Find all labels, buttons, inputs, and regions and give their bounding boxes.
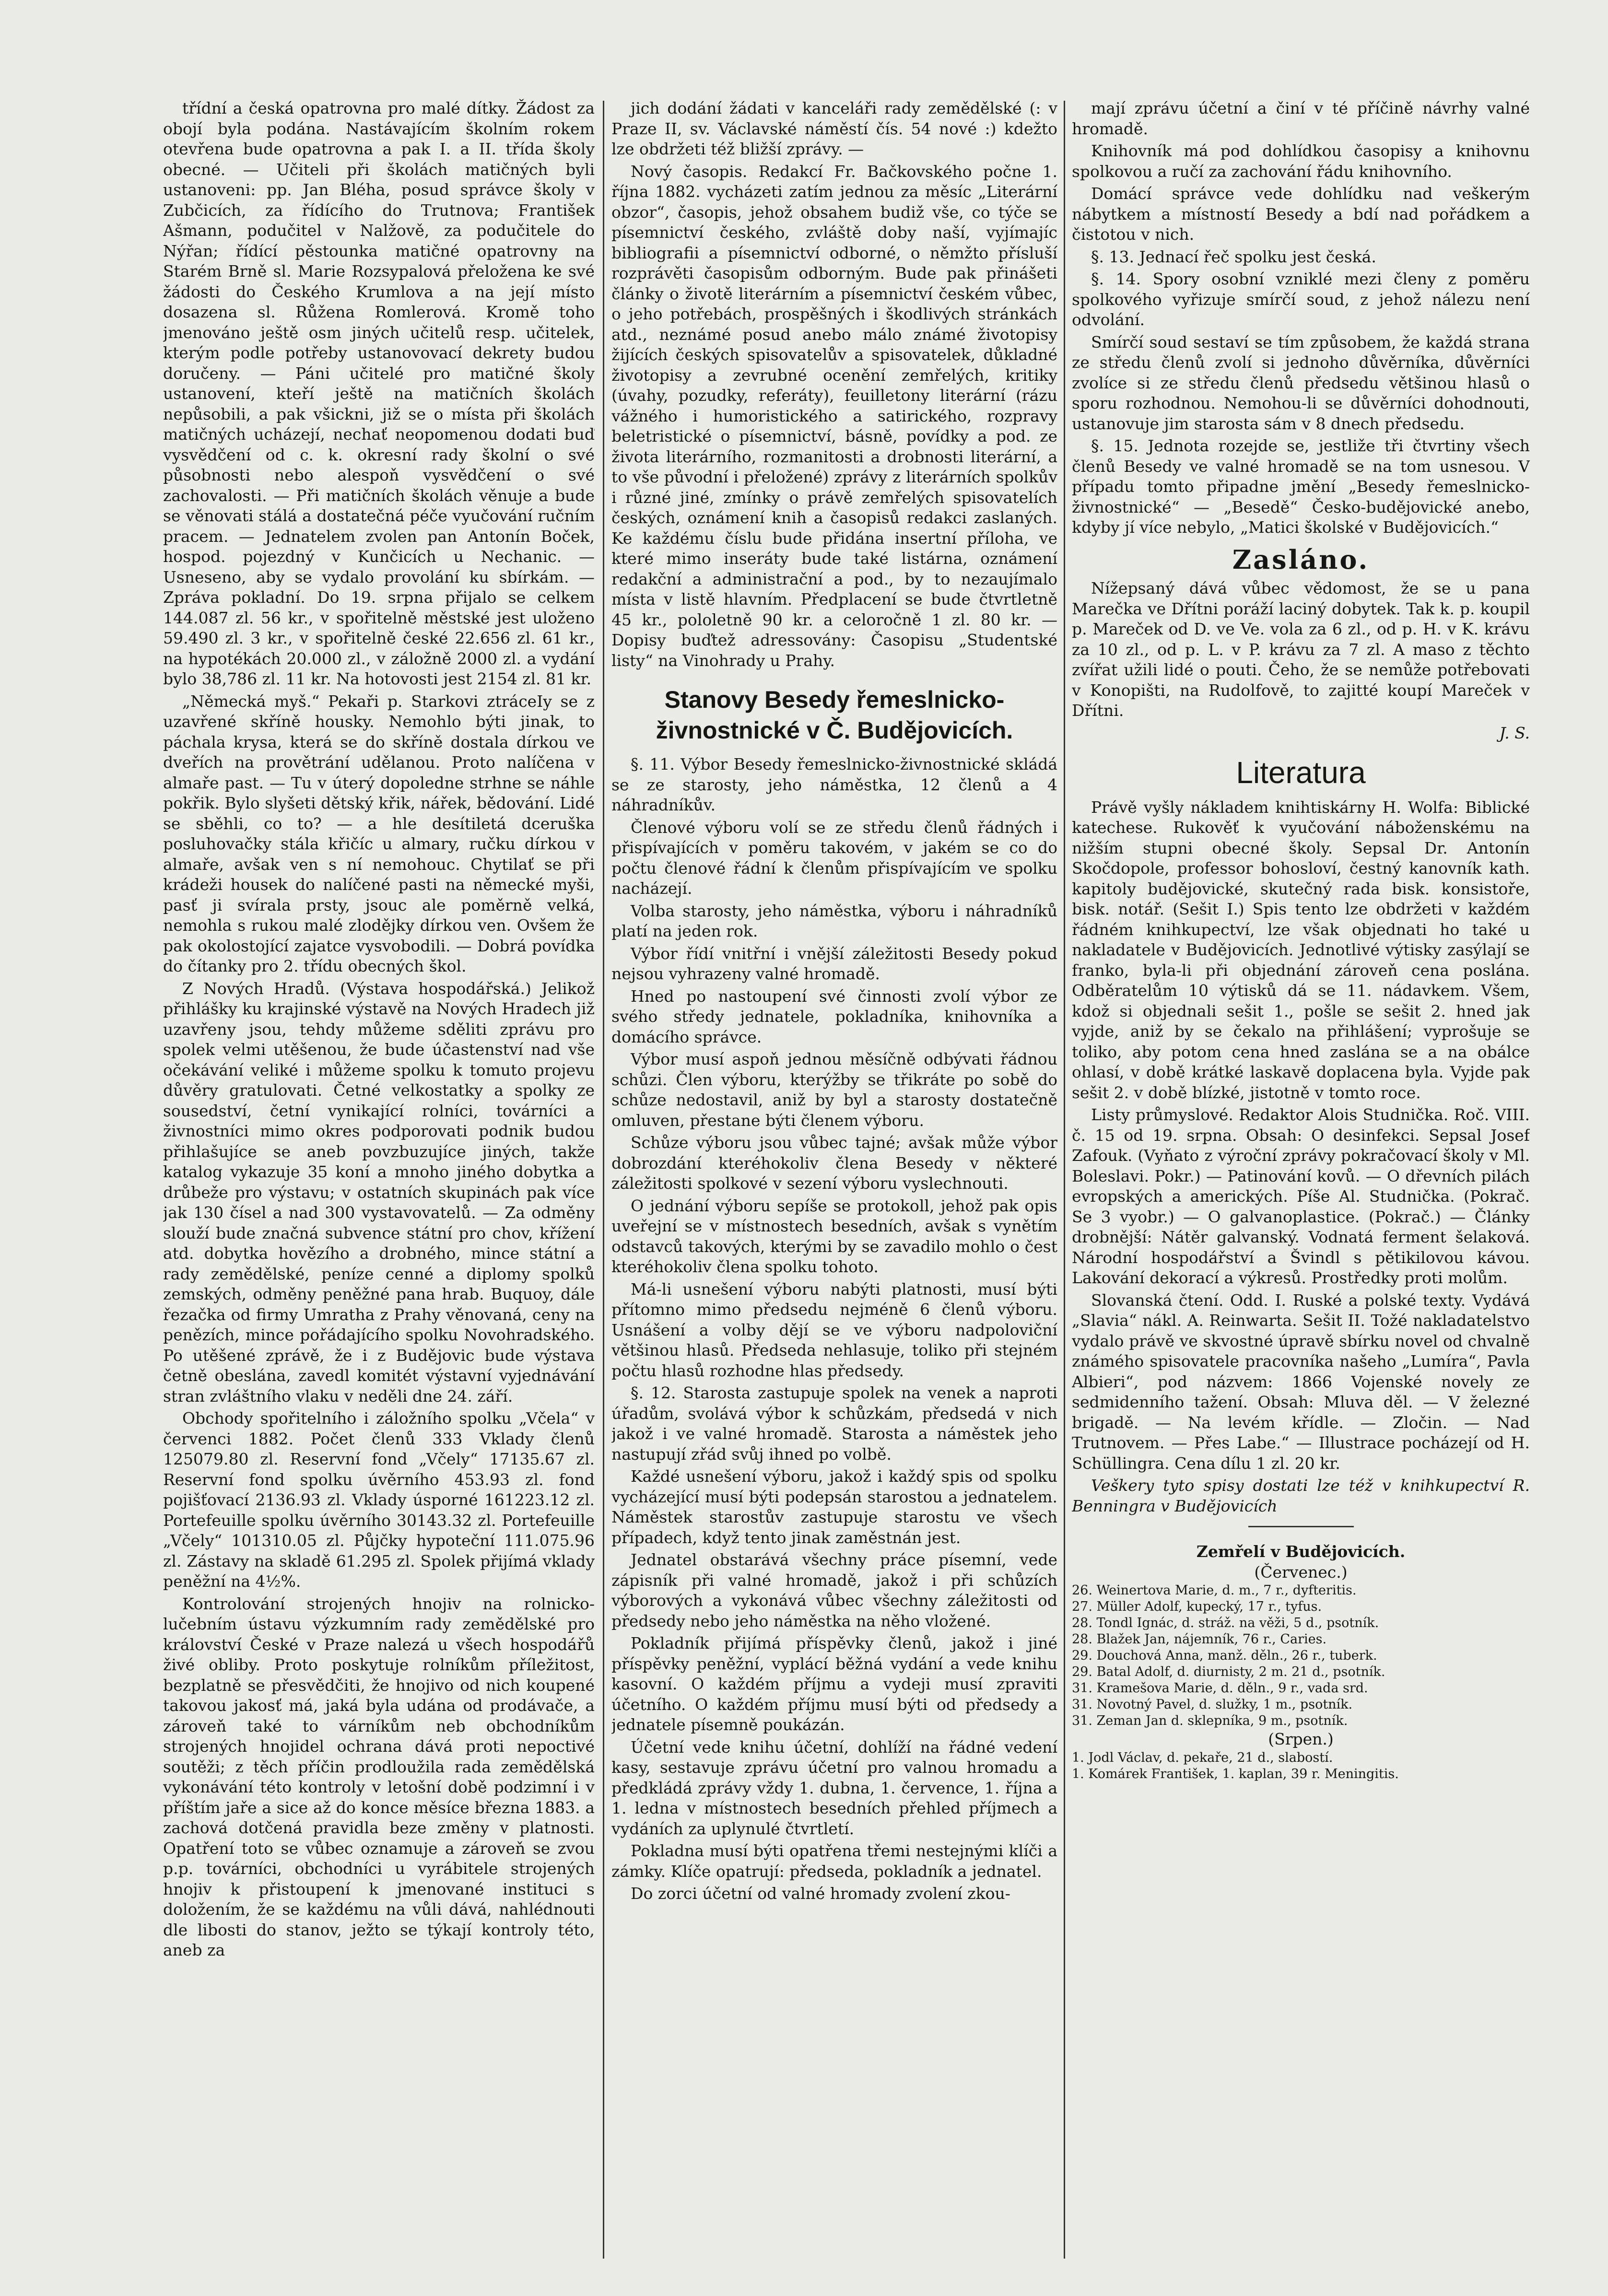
death-entry: 31. Novotný Pavel, d. služky, 1 m., psotník.	[1072, 1697, 1353, 1712]
death-entry: 1. Jodl Václav, d. pekaře, 21 d., slabostí.	[1072, 1750, 1333, 1765]
col3-paragraph-6: §. 15. Jednota rozejde se, jestliže tři čtvrtiny všech členů Besedy ve valné hromadě se na tom usnesou. V případu tomto připadne jmění „Besedy řemeslnicko-živnostnické“ — „Besedě“ Česko-budějovické anebo, kdyby jí více nebylo, „Matici školské v Budějovicích.“	[1072, 436, 1530, 537]
deaths-month: (Červenec.)	[1254, 1562, 1348, 1581]
death-entry: 29. Douchová Anna, manž. děln., 26 r., tuberk.	[1072, 1648, 1377, 1663]
col2-paragraph-11: Má-li usnešení výboru nabýti platnosti, musí býti přítomno mimo předsedu nejméně 6 členů výboru. Usnášení a volby dějí se ve výboru nadpoloviční většinou hlasů. Předseda nehlasuje, toliko při stejném počtu hlasů rozhodne hlas předsedy.	[611, 1279, 1057, 1380]
col3-paragraph-1: Knihovník má pod dohlídkou časopisy a knihovnu spolkovou a ručí za zachování řádu knihovního.	[1072, 141, 1530, 181]
death-entry: 26. Weinertova Marie, d. m., 7 r., dyfteritis.	[1072, 1583, 1357, 1598]
col3-paragraph-4: §. 14. Spory osobní vzniklé mezi členy z poměru spolkového vyřizuje smírčí soud, z jehož nálezu není odvolání.	[1072, 269, 1530, 329]
stanovy-title: Stanovy Besedy řemeslnicko-živnostnické v Č. Budějovicích.	[656, 686, 1013, 744]
col2-paragraph-17: Pokladna musí býti opatřena třemi nestejnými klíči a zámky. Klíče opatrují: předseda, pokladník a jednatel.	[611, 1841, 1057, 1881]
column-3	[1072, 98, 1530, 2266]
deaths-section	[1072, 1542, 1530, 1782]
col2-paragraph-12: §. 12. Starosta zastupuje spolek na venek a naproti úřadům, svolává výbor k schůzkám, předsedá v nich jakož i ve valné hromadě. Starosta a náměstek jeho nastupují zřád svůj ihned po volbě.	[611, 1383, 1057, 1464]
col2-paragraph-14: Jednatel obstarává všechny práce písemní, vede zápisník při valné hromadě, jakož i při schůzích výborových a vykonává vůbec všechny záležitosti od předsedy nebo jeho náměstka na něho vložené.	[611, 1550, 1057, 1630]
death-entry: 31. Kramešova Marie, d. děln., 9 r., vada srd.	[1072, 1681, 1368, 1696]
literatura-note: Veškery tyto spisy dostati lze též v knihkupectví R. Benningra v Budějovicích	[1072, 1476, 1530, 1515]
col3-paragraph-3: §. 13. Jednací řeč spolku jest česká.	[1091, 247, 1376, 266]
col2-paragraph-5: Volba starosty, jeho náměstka, výboru i náhradníků platí na jeden rok.	[611, 901, 1057, 940]
col1-paragraph-2: Z Nových Hradů. (Výstava hospodářská.) Jelikož přihlášky ku krajinské výstavě na Nových Hradech již uzavřeny jsou, tehdy můžeme sděliti zprávu pro spolek velmi utěšenou, že bude účastenství nad vše očekávání veliké i můžeme spolku k tomuto projevu důvěry gratulovati. Četné velkostatky a spolky ze sousedství, četní vynikající rolníci, továrníci a živnostníci mimo okres podporovati podnik budou přihlašujíce se aneb povzbuzujíce jiných, takže katalog vykazuje 35 koní a mnoho jiného dobytka a drůbeže pro výstavu; v ostatních skupinách pak více jak 130 čísel a nad 300 vystavovatelů. — Za odměny slouží bude značná subvence státní pro chov, křížení atd. dobytka hovězího a drobného, mince státní a rady zemědělské, peníze cenné a diplomy spolků zemských, odměny peněžné pana hrab. Buquoy, dále řezačka od firmy Umratha z Prahy věnovaná, ceny na penězích, mince pořádajícího spolku Novohradského. Po utěšené zprávě, že i z Budějovic bude výstava četně obeslána, zavedl komitét výstavní vyjednávání stran zvláštního vlaku v neděli dne 24. září.	[163, 979, 595, 1406]
death-entry: 1. Komárek František, 1. kaplan, 39 r. Meningitis.	[1072, 1766, 1399, 1781]
col2-paragraph-3: §. 11. Výbor Besedy řemeslnicko-živnostnické skládá se ze starosty, jeho náměstka, 12 členů a 4 náhradníkův.	[611, 755, 1057, 814]
deaths-month-2: (Srpen.)	[1268, 1730, 1334, 1748]
death-entry: 29. Batal Adolf, d. diurnisty, 2 m. 21 d., psotník.	[1072, 1664, 1385, 1679]
col2-paragraph-18: Do zorci účetní od valné hromady zvolení zkou-	[631, 1884, 1010, 1903]
col2-paragraph-10: O jednání výboru sepíše se protokoll, jehož pak opis uveřejní se v místnostech besedních, avšak s vynětím odstavců takových, kterými by se zavadilo mohlo o čest kteréhokoliv člena spolku tohoto.	[611, 1196, 1057, 1276]
col2-paragraph-15: Pokladník přijímá příspěvky členů, jakož i jiné příspěvky peněžní, vyplácí běžná vydání a vede knihu kasovní. O každém příjmu a vydeji musí zpraviti účetního. O každém příjmu musí býti od předsedy a jednatele písemně poukázán.	[611, 1634, 1057, 1734]
col2-paragraph-9: Schůze výboru jsou vůbec tajné; avšak může výbor dobrozdání kteréhokoliv člena Besedy v některé záležitosti spolkové v sezení výboru vyslechnouti.	[611, 1133, 1057, 1193]
col2-paragraph-16: Účetní vede knihu účetní, dohlíží na řádné vedení kasy, sestavuje zprávu účetní pro valnou hromadu a předkládá zprávy vždy 1. dubna, 1. července, 1. října a 1. ledna v místnostech besedních přehled příjmech a vydáních za uplynulé čtvrtletí.	[611, 1737, 1057, 1838]
col1-paragraph-3: Obchody spořitelního i záložního spolku „Včela“ v červenci 1882. Počet členů 333 Vklady členů 125079.80 zl. Reservní fond „Včely“ 17135.67 zl. Reservní fond spolku úvěrního 453.93 zl. fond pojišťovací 2136.93 zl. Vklady úsporné 161223.12 zl. Portefeuille spolku úvěrního 30143.32 zl. Portefeuille „Včely“ 101310.05 zl. Půjčky hypoteční 111.075.96 zl. Zástavy na skladě 61.295 zl. Spolek přijímá vklady peněžní na 4½%.	[163, 1409, 595, 1591]
death-entry: 27. Müller Adolf, kupecký, 17 r., tyfus.	[1072, 1599, 1322, 1614]
column-2	[611, 98, 1057, 2266]
literatura-body	[1072, 797, 1530, 1474]
col2-paragraph-4: Členové výboru volí se ze středu členů řádných i přispívajících v poměru takovém, v jakém se co do počtu členové řádní k členům přispívajícím ve spolku nacházejí.	[611, 818, 1057, 898]
deaths-title: Zemřelí v Budějovicích.	[1196, 1542, 1406, 1561]
death-entry: 28. Blažek Jan, nájemník, 76 r., Caries.	[1072, 1632, 1327, 1647]
deaths-list	[1072, 1582, 1530, 1729]
divider	[1248, 1526, 1354, 1527]
column-1	[163, 98, 595, 2266]
col1-paragraph-0: třídní a česká opatrovna pro malé dítky. Žádost za obojí byla podána. Nastávajícím školním rokem otevřena bude opatrovna a pak I. a II. třída školy obecné. — Učiteli při školách matičných byli ustanoveni: pp. Jan Bléha, posud správce školy v Zubčicích, za řídícího do Trutnova; František Ašmann, podučitel v Nalžově, za podučitele do Nýřan; řídící pěstounka matičné opatrovny na Starém Brně sl. Marie Rozsypalová přeložena ke své žádosti do Českého Krumlova a na její místo dosazena sl. Růžena Romlerová. Kromě toho jmenováno ještě osm jiných učitelů resp. učitelek, kterým podle potřeby ustanovovací dekrety budou doručeny. — Páni učitelé pro matičné školy ustanovení, kteří ještě na matičních školách nepůsobili, a pak všickni, již se o místa při školách matičných ucházejí, nechať neopomenou dodati buď vysvědčení od c. k. okresní rady školní o své působnosti nebo alespoň vysvědčení o své zachovalosti. — Při matičních školách věnuje a bude se věnovati stálá a dostatečná péče vyučování ručním pracem. — Jednatelem zvolen pan Antonín Boček, hospod. pojezdný v Kunčicích u Nechanic. — Usneseno, aby se vydalo provolání ku sbírkám. — Zpráva pokladní. Do 19. srpna přijalo se celkem 144.087 zl. 56 kr., v spořitelně městské jest uloženo 59.490 zl. 3 kr., v spořitelně české 22.656 zl. 61 kr., na hypotékách 20.000 zl., v záložně 2000 zl. a vydání bylo 38,786 zl. 11 kr. Na hotovosti jest 2154 zl. 81 kr.	[163, 99, 595, 688]
col2-paragraph-13: Každé usnešení výboru, jakož i každý spis od spolku vycházející musí býti podepsán starostou a jednatelem. Náměstek starostův zastupuje starostu ve všech případech, když tento jinak zaměstnán jest.	[611, 1467, 1057, 1547]
zaslano-signature: J. S.	[1499, 723, 1530, 742]
death-entry: 28. Tondl Ignác, d. stráž. na věži, 5 d., psotník.	[1072, 1616, 1379, 1630]
column-rule-2	[1064, 101, 1065, 2259]
column-3-articles	[1072, 98, 1530, 538]
column-rule-1	[603, 101, 604, 2259]
literatura-title: Literatura	[1236, 755, 1366, 790]
col1-paragraph-1: „Německá myš.“ Pekaři p. Starkovi ztráceIy se z uzavřené skříně housky. Nemohlo býti jinak, to páchala krysa, která se do skříně dostala dírkou ve dveřích na provětrání udělanou. Proto nalíčena v almaře past. — Tu v úterý dopoledne strhne se náhle pokřik. Bylo slyšeti dětský křik, nářek, bědování. Lidé se sběhli, co to? — a hle desítiletá dceruška posluhovačky stála křičíc u almary, ručku dírkou v almaře, avšak ven s ní nemohouc. Chytilať se při krádeži housek do nalíčené pasti na německé myši, pasť ji svírala prsty, jsouc ale poměrně velká, nemohla s rukou malé zlodějky dírkou ven. Ovšem že pak okolostojící zajatce vysvobodili. — Dobrá povídka do čítanky pro 2. třídu obecných škol.	[163, 691, 595, 975]
deaths-list-2	[1072, 1750, 1530, 1782]
literatura-paragraph-2: Slovanská čtení. Odd. I. Ruské a polské texty. Vydává „Slavia“ nákl. A. Reinwarta. Sešit II. Tožé nakladatelstvo vydalo právě ve skvostné úpravě sbírku novel od chvalně známého spisovatele pracovníka našeho „Lumíra“, Pavla Albieri“, pod názvem: 1866 Vojenské novely ze sedmidenního tažení. Obsah: Mluva děl. — V železné brigadě. — Na levém křídle. — Zločin. — Nad Trutnovem. — Přes Labe.“ — Illustrace pocházejí od H. Schüllingra. Cena dílu 1 zl. 20 kr.	[1072, 1290, 1530, 1473]
literatura-paragraph-1: Listy průmyslové. Redaktor Alois Studnička. Roč. VIII. č. 15 od 19. srpna. Obsah: O desinfekci. Sepsal Josef Zafouk. (Vyňato z výroční zprávy pokračovací školy v Ml. Boleslavi. Pokr.) — Patinování kovů. — O dřevních pilách evropských a amerických. Píše Al. Studnička. (Pokrač. Se 3 vyobr.) — O galvanoplastice. (Pokrač.) — Články drobnější: Nátěr galvanský. Vodnatá ferment šelaková. Národní hospodářství a Švindl s pětikilovou kávou. Lakování dekorací a výkresů. Prostředky proti molům.	[1072, 1105, 1530, 1287]
zaslano-body	[1072, 578, 1530, 721]
col2-paragraph-1: Nový časopis. Redakcí Fr. Bačkovského počne 1. října 1882. vycházeti zatím jednou za měsíc „Literární obzor“, časopis, jehož obsahem budiž vše, co týče se písemnictví českého, zvláště doby naší, vyjímajíc bibliografii a písemnictví odborné, o němžto přísluší rozprávěti časopisům odborným. Bude pak přinášeti články o životě literárním a písemnictví českém vůbec, o jeho potřebách, prospěšných i škodlivých stránkách atd., neznámé posud anebo málo známé životopisy žijících českých spisovatelův a spisovatelek, důkladné životopisy a zevrubné ocenění zemřelých, kritiky (úvahy, pozudky, referáty), feuilletony literární (rázu vážného i humoristického a satirického, rozpravy beletristické o písemnictví, básně, povídky a pod. ze života literárního, rozmanitosti a drobnosti literární, a to vše původní i přeložené) zprávy z literárních spolkův i různé jiné, zmínky o právě zemřelých spisovatelích českých, oznámení knih a časopisů redakci zaslaných. Ke každému číslu bude přidána insertní příloha, ve které mimo inseráty bude také listárna, oznámení redakční a administrační a pod., by to nezaujímalo místa v listě hlavním. Předplacení se bude čtvrtletně 45 kr., pololetně 90 kr. a celoročně 1 zl. 80 kr. — Dopisy buďtež adressovány: Časopisu „Studentské listy“ na Vinohrady u Prahy.	[611, 162, 1057, 670]
literatura-paragraph-0: Právě vyšly nákladem knihtiskárny H. Wolfa: Biblické katechese. Rukověť k vyučování náboženskému na nižším stupni obecné školy. Sepsal Dr. Antonín Skočdopole, professor bohosloví, čestný kanovník kath. kapitoly budějovické, skutečný rada bisk. konsistoře, bisk. notář. (Sešit I.) Spis tento lze obdržeti v každém řádném knihkupectví, lze však objednati ho také u nakladatele v Budějovicích. Jednotlivé výtisky zasýlají se franko, byla-li při objednání zároveň cena poslána. Odběratelům 10 výtisků dá se 11. nádavkem. Všem, kdož si objednali sešit 1., pošle se sešit 2. hned jak vyjde, aniž by se čekalo na přihlášení; vyprošuje se toliko, aby potom cena hned zaslána se a na obálce ohlasí, v době krátké laskavě doplacena byla. Vyjde pak sešit 2. v době blízké, jistotně v tomto roce.	[1072, 797, 1530, 1102]
col3-paragraph-2: Domácí správce vede dohlídku nad veškerým nábytkem a místností Besedy a bdí nad pořádkem a čistotou v nich.	[1072, 184, 1530, 244]
col2-paragraph-7: Hned po nastoupení své činnosti zvolí výbor ze svého středy jednatele, pokladníka, knihovníka a domácího správce.	[611, 986, 1057, 1046]
death-entry: 31. Zeman Jan d. sklepníka, 9 m., psotník.	[1072, 1713, 1348, 1728]
col3-paragraph-0: mají zprávu účetní a činí v té příčině návrhy valné hromadě.	[1072, 99, 1530, 138]
col2-paragraph-6: Výbor řídí vnitřní i vnější záležitosti Besedy pokud nejsou vyhrazeny valné hromadě.	[611, 944, 1057, 983]
col2-paragraph-8: Výbor musí aspoň jednou měsíčně odbývati řádnou schůzi. Člen výboru, kterýžby se třikráte po sobě do schůze nedostavil, aniž by byl a starosty dostatečně omluven, přestane býti členem výboru.	[611, 1050, 1057, 1130]
col2-paragraph-0: jich dodání žádati v kanceláři rady zemědělské (: v Praze II, sv. Václavské náměstí čís. 54 nové :) kdežto lze obdržeti též bližší zprávy. —	[611, 99, 1057, 158]
zaslano-title: Zasláno.	[1232, 544, 1370, 575]
zaslano-paragraph-0: Nížepsaný dává vůbec vědomost, že se u pana Marečka ve Dřítni poráží laciný dobytek. Tak k. p. koupil p. Mareček od D. ve Ve. vola za 6 zl., od p. H. v K. krávu za 10 zl., od p. L. v P. krávu za 7 zl. A maso z těchto zvířat užili lidé o pouti. Čeho, že se nemůže potřebovati v Konopišti, na Rudolfově, to zajitté koupí Mareček v Dřítni.	[1072, 579, 1530, 720]
col1-paragraph-4: Kontrolování strojených hnojiv na rolnicko-lučebním ústavu výzkumním rady zemědělské pro království České v Praze nalezá u všech hospodářů živé obliby. Proto poskytuje rolníkům příležitost, bezplatně se přesvědčiti, že hnojivo od nich koupené takovou jakosť má, jaká byla udána od prodávače, a zároveň také to várníkům neb obchodníkům strojených hnojidel ochrana dává proti nepoctivé soutěži; z těch příčin prodloužila rada zemědělská vykonávání této kontroly v letošní době podzimní i v příštím jaře a sice až do konce měsíce března 1883. a zachová dotčená pravidla beze změny v platnosti. Opatření toto se vůbec oznamuje a zároveň se zvou p.p. továrníci, obchodníci u vyrábitele strojených hnojiv k přistoupení k jmenované instituci s doložením, že se každému na vůli dává, nahlédnouti dle libosti do stanov, ježto se týkají kontroly této, aneb za	[163, 1594, 595, 1959]
col3-paragraph-5: Smírčí soud sestaví se tím způsobem, že každá strana ze středu členů zvolí si jednoho důvěrníka, důvěrníci zvolíce si ze středu členů předsedu většinou hlasů o sporu rozhodnou. Nemohou-li se důvěrníci dohodnouti, ustanovuje jim starosta sám v 8 dnech předsedu.	[1072, 332, 1530, 433]
